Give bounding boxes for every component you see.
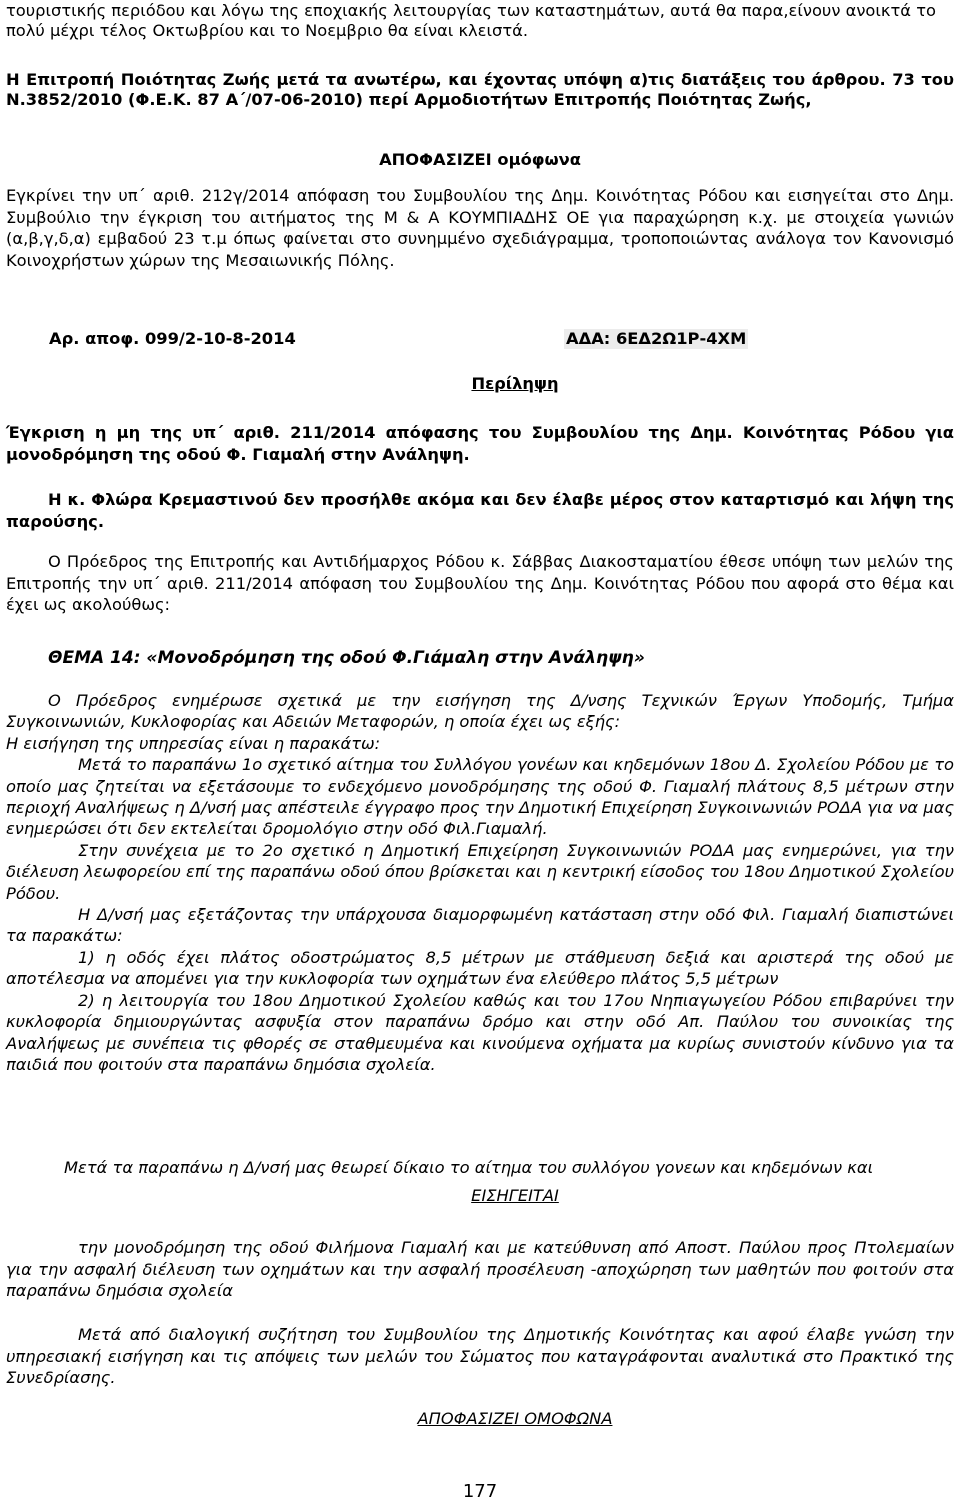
- chair-text: Ο Πρόεδρος της Επιτροπής και Αντιδήμαρχος Ρόδου κ. Σάββας Διακοσταματίου έθεσε υπόψη των μελών της Επιτροπής την υπ΄ αριθ. 211/2014 απόφαση του Συμβουλίου της Δημ. Κοινότητας Ρόδου που αφορά στο θέμα και έχει ως ακολούθως:: [6, 552, 954, 614]
- summary-label: Περίληψη: [471, 374, 559, 393]
- paragraph: Μετά το παραπάνω 1ο σχετικό αίτημα του Συλλόγου γονέων και κηδεμόνων 18ου Δ. Σχολείου Ρόδου με το οποίο μας ζητείται να εξετάσουμε το ενδεχόμενο μονοδρόμησης της οδού Φ. Γιαμαλή πλάτους 8,5 μέτρων στην περιοχή Αναλήψεως η Δ/νσή μας απέστειλε έγγραφο προς την Δημοτική Επιχείρηση Συγκοινωνιών ΡΟΔΑ για να μας ενημερώσει ότι δεν εκτελείται δρομολόγιο στην οδό Φιλ.Γιαμαλή.: [6, 755, 954, 839]
- discussion-text: Μετά από διαλογική συζήτηση του Συμβουλίου της Δημοτικής Κοινότητας και αφού έλαβε γνώση την υπηρεσιακή εισήγηση και τις απόψεις των μελών του Σώματος που καταγράφονται αναλυτικά στο Πρακτικό της Συνεδρίασης.: [6, 1325, 954, 1387]
- proposal-text: την μονοδρόμηση της οδού Φιλήμονα Γιαμαλή και με κατεύθυνση από Αποστ. Παύλου προς Πτολεμαίων για την ασφαλή διέλευση των οχημάτων και την ασφαλή προσέλευση -αποχώρηση των μαθητών που φοιτούν στα παραπάνω δημόσια σχολεία: [6, 1238, 954, 1300]
- top-lines: [6, 1, 954, 42]
- proposes-label: ΕΙΣΗΓΕΙΤΑΙ: [471, 1186, 559, 1205]
- paragraph: Στην συνέχεια με το 2ο σχετικό η Δημοτική Επιχείρηση Συγκοινωνιών ΡΟΔΑ μας ενημερώνει, για την διέλευση λεωφορείου επί της παραπάνω οδού όπου βρίσκεται και η κεντρική είσοδος του 18ου Δημοτικού Σχολείου Ρόδου.: [6, 840, 954, 903]
- text-line: πολύ μέχρι τέλος Οκτωβρίου και το Νοεμβριο θα είναι κλειστά.: [6, 21, 529, 41]
- final-decision: ΑΠΟΦΑΣΙΖΕΙ ΟΜΟΦΩΝΑ: [417, 1409, 613, 1428]
- paragraph: 2) η λειτουργία του 18ου Δημοτικού Σχολείου καθώς και του 17ου Νηπιαγωγείου Ρόδου επιβαρύνει την κυκλοφορία δημιουργώντας ασφυξία στον παραπάνω δρόμο και στην οδό Απ. Παύλου του συνοικίας της Αναλήψεως με συνέπεια τις φθορές σε σταθμευμένα και κινούμενα οχήματα μα κυρίως συνιστούν κίνδυνο για τα παιδιά που φοιτούν στα παραπάνω δημόσια σχολεία.: [6, 990, 954, 1074]
- absence-note: Η κ. Φλώρα Κρεμαστινού δεν προσήλθε ακόμα και δεν έλαβε μέρος στον καταρτισμό και λήψη της παρούσης.: [6, 490, 954, 531]
- summary-text: Έγκριση η μη της υπ΄ αριθ. 211/2014 απόφασης του Συμβουλίου της Δημ. Κοινότητας Ρόδου για μονοδρόμηση της οδού Φ. Γιαμαλή στην Ανάληψη.: [6, 423, 954, 464]
- committee-intro: Η Επιτροπή Ποιότητας Ζωής μετά τα ανωτέρω, και έχοντας υπόψη α)τις διατάξεις του άρθρου. 73 του Ν.3852/2010 (Φ.Ε.Κ. 87 Α΄/07-06-2010) περί Αρμοδιοτήτων Επιτροπής Ποιότητας Ζωής,: [6, 70, 954, 110]
- approval-text: Εγκρίνει την υπ΄ αριθ. 212γ/2014 απόφαση του Συμβουλίου της Δημ. Κοινότητας Ρόδου και εισηγείται στο Δημ. Συμβούλιο την έγκριση του αιτήματος της Μ & Α ΚΟΥΜΠΙΑΔΗΣ ΟΕ για παραχώρηση κ.χ. με στοιχεία γωνιών (α,β,γ,δ,α) εμβαδού 23 τ.μ όπως φαίνεται στο συνημμένο σχεδιάγραμμα, τροποποιώντας ανάλογα τον Κανονισμό Κοινοχρήστων χώρων της Μεσαιωνικής Πόλης.: [6, 186, 954, 270]
- decision-info-row: [6, 329, 954, 353]
- paragraph: 1) η οδός έχει πλάτος οδοστρώματος 8,5 μέτρων με στάθμευση δεξιά και αριστερά της οδού με αποτέλεσμα να απομένει για την κυκλοφορία των οχημάτων ένα ελεύθερο πλάτος 5,5 μέτρων: [6, 947, 954, 989]
- decision-number: Αρ. αποφ. 099/2-10-8-2014: [49, 329, 296, 348]
- conclusion-text: Μετά τα παραπάνω η Δ/νσή μας θεωρεί δίκαιο το αίτημα του συλλόγου γονεων και κηδεμόνων και: [64, 1158, 874, 1177]
- paragraph: Η εισήγηση της υπηρεσίας είναι η παρακάτω:: [6, 733, 381, 753]
- paragraph: Η Δ/νσή μας εξετάζοντας την υπάρχουσα διαμορφωμένη κατάσταση στην οδό Φιλ. Γιαμαλή διαπιστώνει τα παρακάτω:: [6, 905, 954, 946]
- decision-heading: ΑΠΟΦΑΣΙΖΕΙ ομόφωνα: [379, 150, 581, 169]
- paragraph: Ο Πρόεδρος ενημέρωσε σχετικά με την εισήγηση της Δ/νσης Τεχνικών Έργων Υποδομής, Τμήμα Συγκοινωνιών, Κυκλοφορίας και Αδειών Μεταφορών, η οποία έχει ως εξής:: [6, 691, 954, 732]
- page-number: 177: [462, 1481, 498, 1502]
- text-line: τουριστικής περιόδου και λόγω της εποχιακής λειτουργίας των καταστημάτων, αυτά θα παρα,είνουν ανοικτά το: [6, 1, 936, 20]
- topic-body: [6, 690, 954, 1075]
- ada-code: ΑΔΑ: 6ΕΔ2Ω1Ρ-4ΧΜ: [566, 329, 747, 348]
- topic-title: ΘΕΜΑ 14: «Μονοδρόμηση της οδού Φ.Γιάμαλη στην Ανάληψη»: [48, 648, 645, 668]
